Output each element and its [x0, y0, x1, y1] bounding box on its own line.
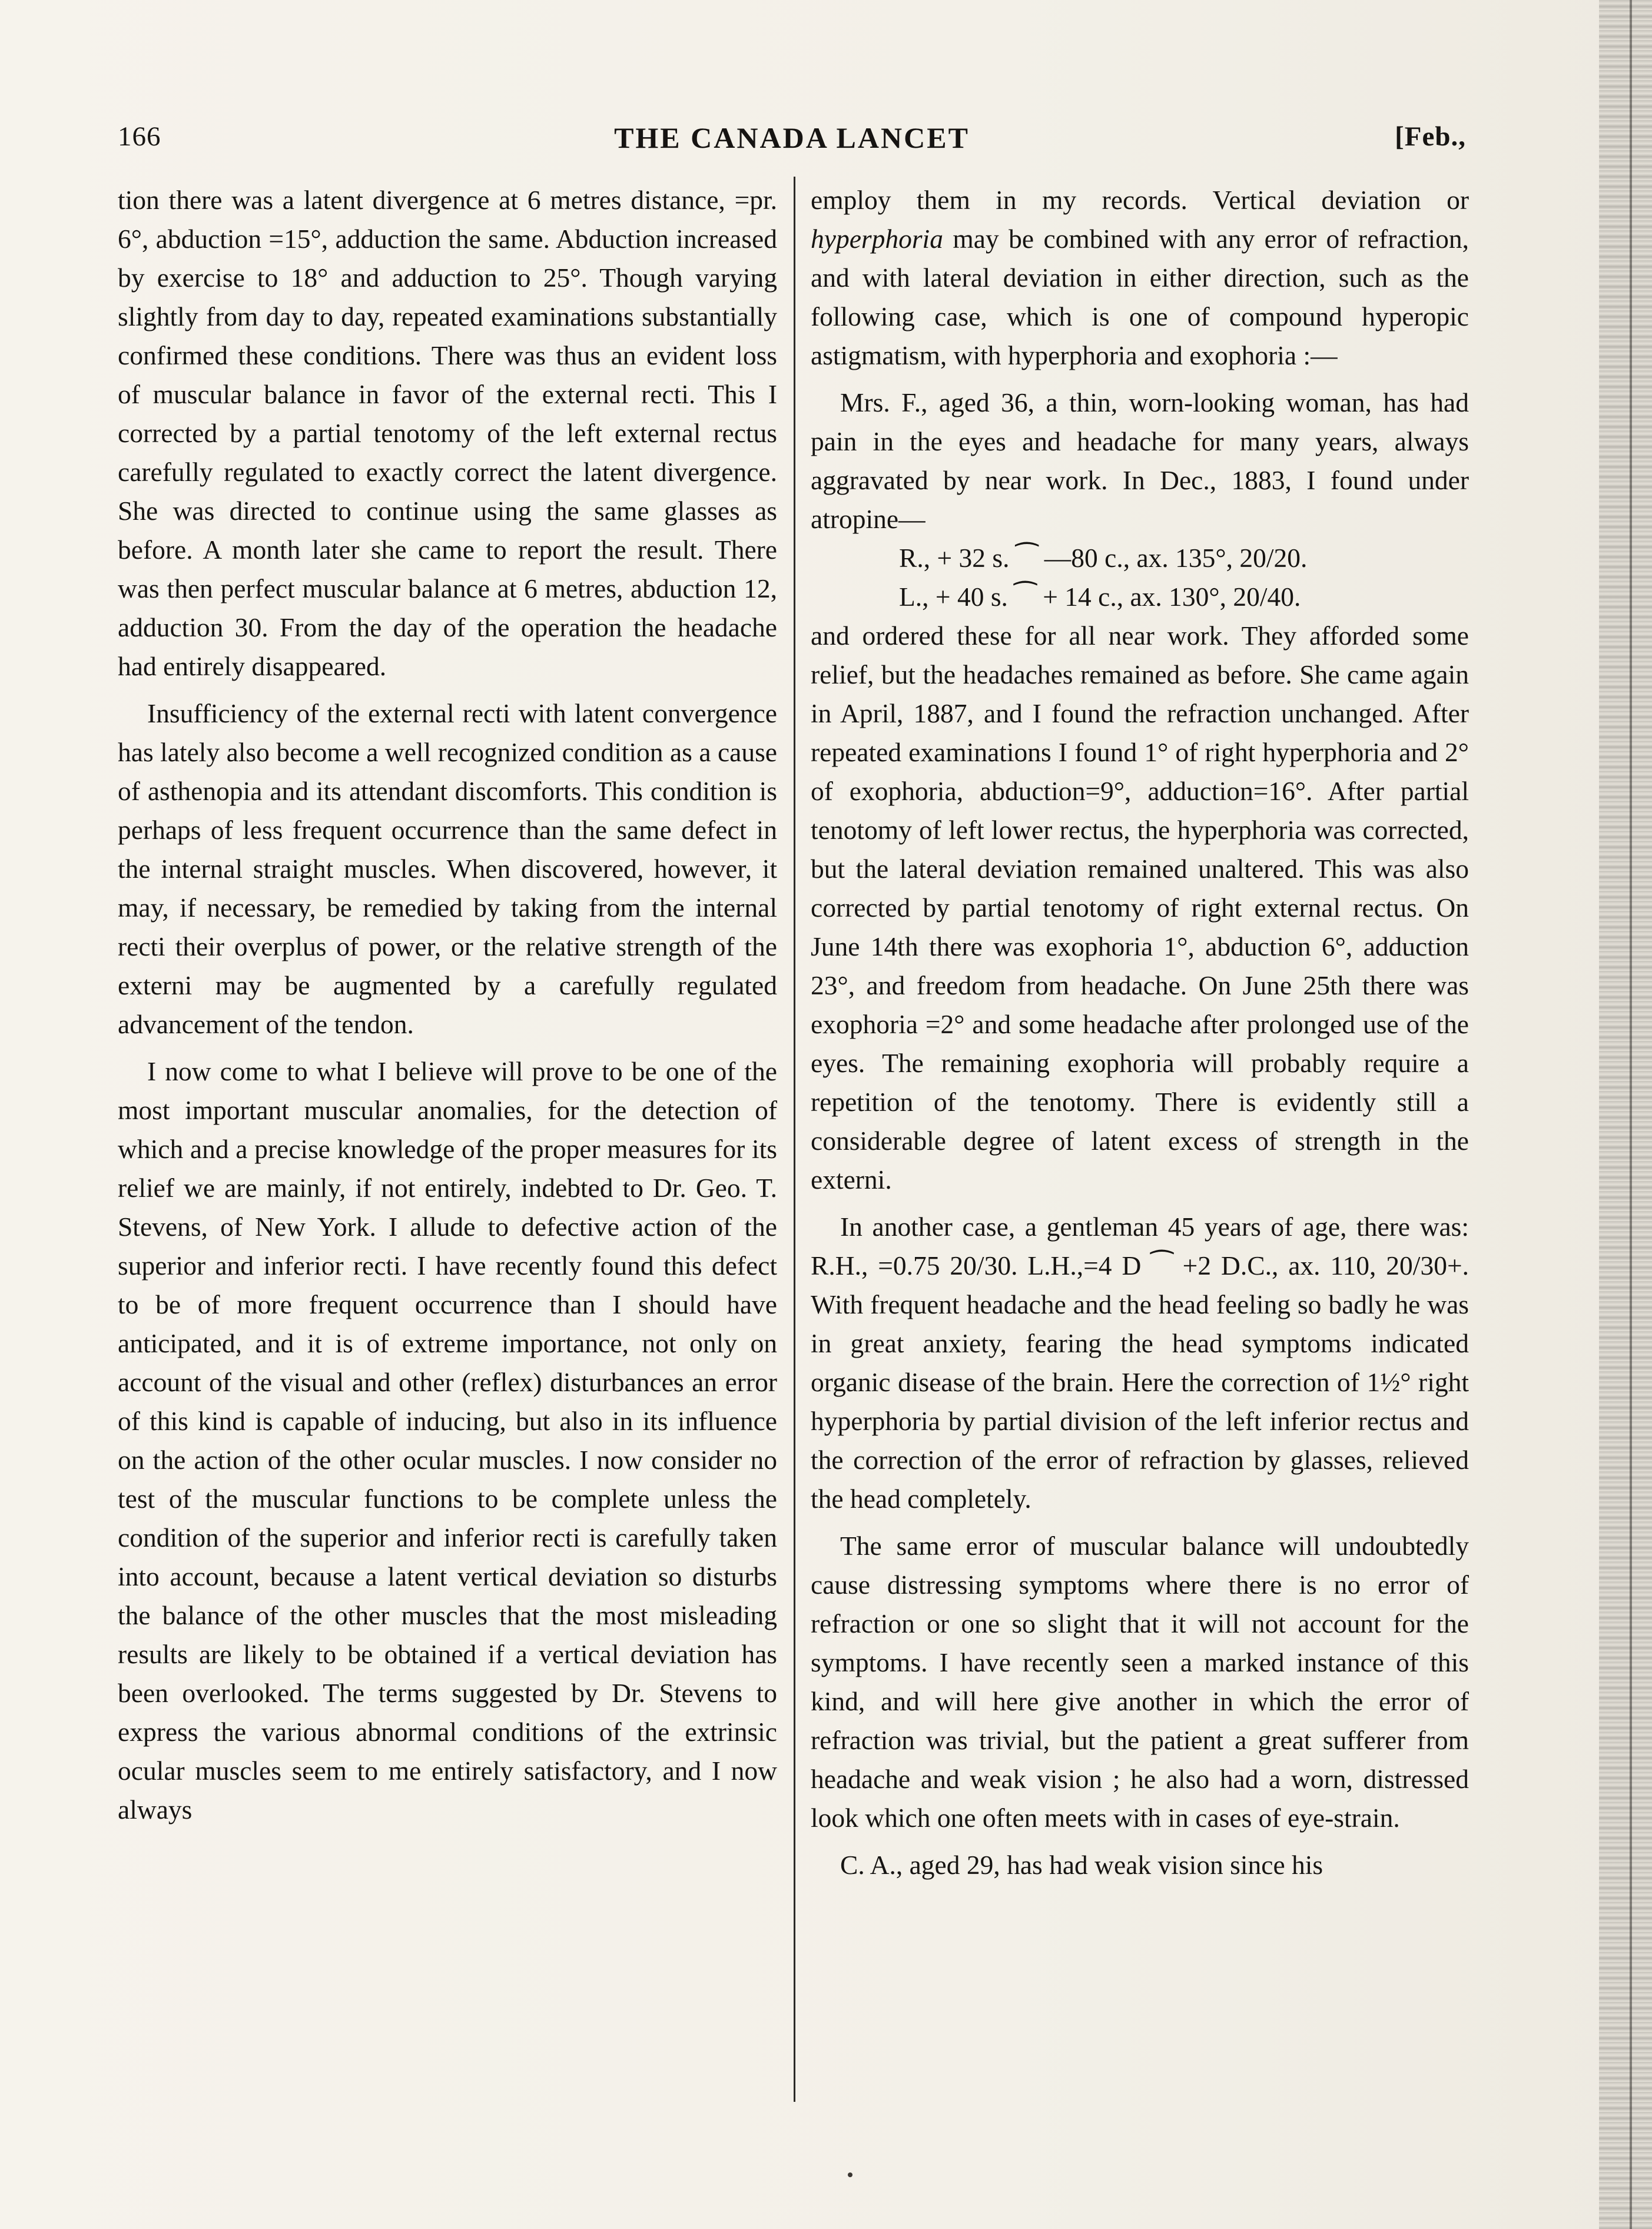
paragraph: Insufficiency of the external recti with latent convergence has lately also become a well recognized condition as a cause of asthenopia and its attendant discomforts. This condition is perhaps of less frequent occurrence than the same defect in the internal straight muscles. When discovered, however, it may, if necessary, be remedied by taking from the internal recti their overplus of power, or the relative strength of the externi may be augmented by a carefully regulated advancement of the tendon.	[118, 698, 777, 1039]
running-head: THE CANADA LANCET	[614, 121, 970, 154]
column-divider	[794, 177, 795, 2102]
paragraph: C. A., aged 29, has had weak vision since his	[840, 1850, 1323, 1880]
paragraph: The same error of muscular balance will undoubtedly cause distressing symptoms where there is no error of refraction or one so slight that it will not account for the symptoms. I have recently seen a marked instance of this kind, and will here give another in which the error of refraction was trivial, but the patient a great sufferer from headache and weak vision ; he also had a worn, distressed look which one often meets with in cases of eye-strain.	[811, 1531, 1469, 1833]
page-number: 166	[118, 121, 161, 152]
paragraph: and ordered these for all near work. They afforded some relief, but the headaches remained as before. She came again in April, 1887, and I found the refraction unchanged. After repeated examinations I found 1° of right hyperphoria and 2° of exophoria, abduction=9°, adduction=16°. After partial tenotomy of left lower rectus, the hyperphoria was corrected, but the lateral deviation remained unaltered. This was also corrected by partial tenotomy of right external rectus. On June 14th there was exophoria 1°, abduction 6°, adduction 23°, and freedom from headache. On June 25th there was exophoria =2° and some headache after prolonged use of the eyes. The remaining exophoria will probably require a repetition of the tenotomy. There is evidently still a considerable degree of latent excess of strength in the externi.	[811, 621, 1469, 1195]
page-edge-line	[1630, 0, 1632, 2229]
text-run: may be combined with any error of refraction, and with lateral deviation in either direction, such as the following case, which is one of compound hyperopic astigmatism, with hyperphoria and exophoria :—	[811, 224, 1469, 370]
paragraph: Mrs. F., aged 36, a thin, worn-looking woman, has had pain in the eyes and headache for many years, always aggravated by near work. In Dec., 1883, I found under atropine—	[811, 387, 1469, 534]
right-column	[811, 181, 1469, 1885]
page-header	[118, 121, 1466, 168]
left-column	[118, 181, 777, 1829]
paragraph: In another case, a gentleman 45 years of age, there was: R.H., =0.75 20/30. L.H.,=4 D ⁀ +2 D.C., ax. 110, 20/30+. With frequent headache and the head feeling so badly he was in great anxiety, fearing the head symptoms indicated organic disease of the brain. Here the correction of 1½° right hyperphoria by partial division of the left inferior rectus and the correction of the error of refraction by glasses, relieved the head completely.	[811, 1212, 1469, 1514]
month-marker: [Feb.,	[1395, 121, 1466, 152]
paragraph: tion there was a latent divergence at 6 metres distance, =pr. 6°, abduction =15°, adduction the same. Abduction increased by exercise to 18° and adduction to 25°. Though varying slightly from day to day, repeated examinations substantially confirmed these conditions. There was thus an evident loss of muscular balance in favor of the external recti. This I corrected by a partial tenotomy of the left external rectus carefully regulated to exactly correct the latent divergence. She was directed to continue using the same glasses as before. A month later she came to report the result. There was then perfect muscular balance at 6 metres, abduction 12, adduction 30. From the day of the operation the headache had entirely disappeared.	[118, 185, 777, 681]
paragraph: I now come to what I believe will prove to be one of the most important muscular anomalies, for the detection of which and a precise knowledge of the proper measures for its relief we are mainly, if not entirely, indebted to Dr. Geo. T. Stevens, of New York. I allude to defective action of the superior and inferior recti. I have recently found this defect to be of more frequent occurrence than I should have anticipated, and it is of extreme importance, not only on account of the visual and other (reflex) disturbances an error of this kind is capable of inducing, but also in its influence on the action of the other ocular muscles. I now consider no test of the muscular functions to be complete unless the condition of the superior and inferior recti is carefully taken into account, because a latent vertical deviation so disturbs the balance of the other muscles that the most misleading results are likely to be obtained if a vertical deviation has been overlooked. The terms suggested by Dr. Stevens to express the various abnormal conditions of the extrinsic ocular muscles seem to me entirely satisfactory, and I now always	[118, 1056, 777, 1825]
print-speck	[848, 2172, 852, 2177]
prescription-right-eye: R., + 32 s. ⁀ —80 c., ax. 135°, 20/20.	[899, 543, 1308, 573]
text-run: employ them in my records. Vertical deviation or	[811, 185, 1469, 215]
paragraph	[811, 181, 1469, 375]
page-edge-shadow	[1599, 0, 1652, 2229]
italic-term: hyperphoria	[811, 224, 943, 254]
prescription-left-eye: L., + 40 s. ⁀ + 14 c., ax. 130°, 20/40.	[899, 582, 1301, 612]
